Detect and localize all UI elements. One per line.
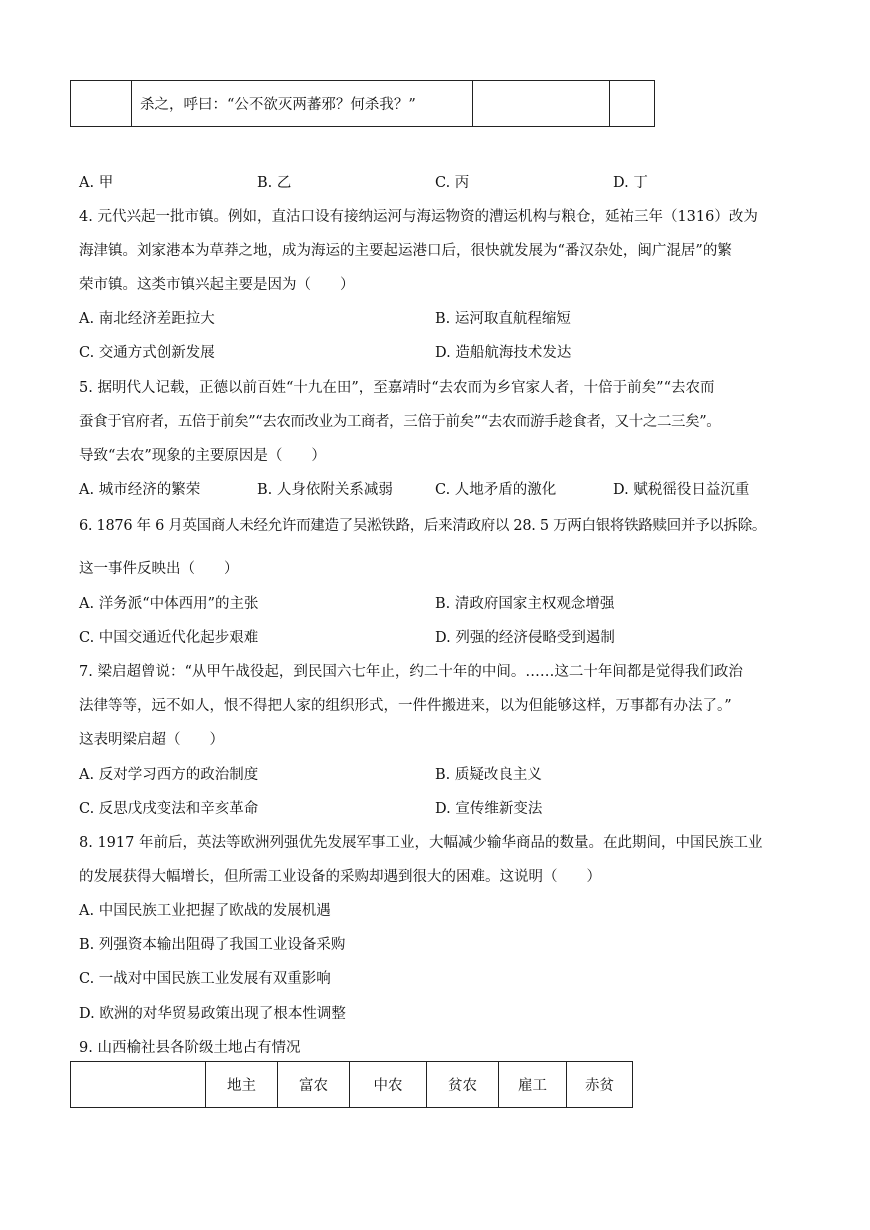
q9-header-landlord: 地主 bbox=[206, 1062, 278, 1108]
q9-header-destitute: 赤贫 bbox=[567, 1062, 633, 1108]
table-row bbox=[71, 1062, 633, 1108]
q4-option-c: C. 交通方式创新发展 bbox=[79, 345, 215, 361]
q7-option-c: C. 反思戊戌变法和辛亥革命 bbox=[79, 801, 259, 817]
top-table-cell-1 bbox=[71, 81, 132, 127]
q6-option-a: A. 洋务派“中体西用”的主张 bbox=[79, 596, 259, 612]
q9-land-table bbox=[70, 1061, 633, 1108]
q7-stem-line-2: 法律等等，远不如人，恨不得把人家的组织形式，一件件搬进来，以为但能够这样，万事都有办法了。” bbox=[79, 698, 732, 714]
q4-option-d: D. 造船航海技术发达 bbox=[435, 345, 572, 361]
q3-option-d: D. 丁 bbox=[613, 175, 648, 191]
q7-stem-line-1: 7. 梁启超曾说：“从甲午战役起，到民国六七年止，约二十年的中间。……这二十年间都是觉得我们政治 bbox=[79, 664, 743, 680]
top-table-cell-text: 杀之，呼曰：“公不欲灭两蕃邪？何杀我？” bbox=[132, 81, 473, 127]
q9-header-hired-labor: 雇工 bbox=[499, 1062, 567, 1108]
q5-option-d: D. 赋税徭役日益沉重 bbox=[613, 482, 750, 498]
q5-stem-line-1: 5. 据明代人记载，正德以前百姓“十九在田”，至嘉靖时“去农而为乡官家人者，十倍于前矣”“去农而 bbox=[79, 380, 715, 396]
q9-header-poor-peasant: 贫农 bbox=[427, 1062, 499, 1108]
q6-option-c: C. 中国交通近代化起步艰难 bbox=[79, 630, 259, 646]
q7-option-d: D. 宣传维新变法 bbox=[435, 801, 543, 817]
q6-stem-line-2: 这一事件反映出（ ） bbox=[79, 561, 239, 577]
q4-stem-line-1: 4. 元代兴起一批市镇。例如，直沽口设有接纳运河与海运物资的漕运机构与粮仓，延祐三年（1316）改为 bbox=[79, 209, 758, 225]
top-table-cell-4 bbox=[610, 81, 655, 127]
q3-option-c: C. 丙 bbox=[435, 175, 470, 191]
q4-stem-line-3: 荣市镇。这类市镇兴起主要是因为（ ） bbox=[79, 277, 355, 293]
q8-option-b: B. 列强资本输出阻碍了我国工业设备采购 bbox=[79, 937, 346, 953]
q3-option-a: A. 甲 bbox=[79, 175, 114, 191]
q5-option-a: A. 城市经济的繁荣 bbox=[79, 482, 201, 498]
q4-stem-line-2: 海津镇。刘家港本为草莽之地，成为海运的主要起运港口后，很快就发展为“番汉杂处，闽广混居”的繁 bbox=[79, 243, 732, 259]
q8-option-a: A. 中国民族工业把握了欧战的发展机遇 bbox=[79, 903, 331, 919]
q4-option-a: A. 南北经济差距拉大 bbox=[79, 311, 215, 327]
q8-option-c: C. 一战对中国民族工业发展有双重影响 bbox=[79, 971, 331, 987]
q7-stem-line-3: 这表明梁启超（ ） bbox=[79, 732, 224, 748]
q8-stem-line-2: 的发展获得大幅增长，但所需工业设备的采购却遇到很大的困难。这说明（ ） bbox=[79, 869, 601, 885]
q9-header-rich-peasant: 富农 bbox=[278, 1062, 350, 1108]
q6-option-b: B. 清政府国家主权观念增强 bbox=[435, 596, 615, 612]
q9-title: 9. 山西榆社县各阶级土地占有情况 bbox=[79, 1040, 301, 1056]
q5-stem-line-2: 蚕食于官府者，五倍于前矣”“去农而改业为工商者，三倍于前矣”“去农而游手趁食者，又十之二三矣”。 bbox=[79, 414, 721, 430]
q7-option-a: A. 反对学习西方的政治制度 bbox=[79, 767, 259, 783]
q9-header-blank bbox=[71, 1062, 206, 1108]
q5-option-b: B. 人身依附关系减弱 bbox=[257, 482, 393, 498]
top-table-cell-3 bbox=[473, 81, 610, 127]
q7-option-b: B. 质疑改良主义 bbox=[435, 767, 542, 783]
q5-stem-line-3: 导致“去农”现象的主要原因是（ ） bbox=[79, 448, 326, 464]
q3-option-b: B. 乙 bbox=[257, 175, 292, 191]
q5-option-c: C. 人地矛盾的激化 bbox=[435, 482, 557, 498]
q6-stem-line-1: 6. 1876 年 6 月英国商人未经允许而建造了吴淞铁路，后来清政府以 28. 5 万两白银将铁路赎回并予以拆除。 bbox=[79, 518, 767, 534]
q8-stem-line-1: 8. 1917 年前后，英法等欧洲列强优先发展军事工业，大幅减少输华商品的数量。在此期间，中国民族工业 bbox=[79, 835, 763, 851]
q9-header-middle-peasant: 中农 bbox=[350, 1062, 427, 1108]
q4-option-b: B. 运河取直航程缩短 bbox=[435, 311, 571, 327]
top-table bbox=[70, 80, 655, 127]
q8-option-d: D. 欧洲的对华贸易政策出现了根本性调整 bbox=[79, 1006, 346, 1022]
q6-option-d: D. 列强的经济侵略受到遏制 bbox=[435, 630, 615, 646]
